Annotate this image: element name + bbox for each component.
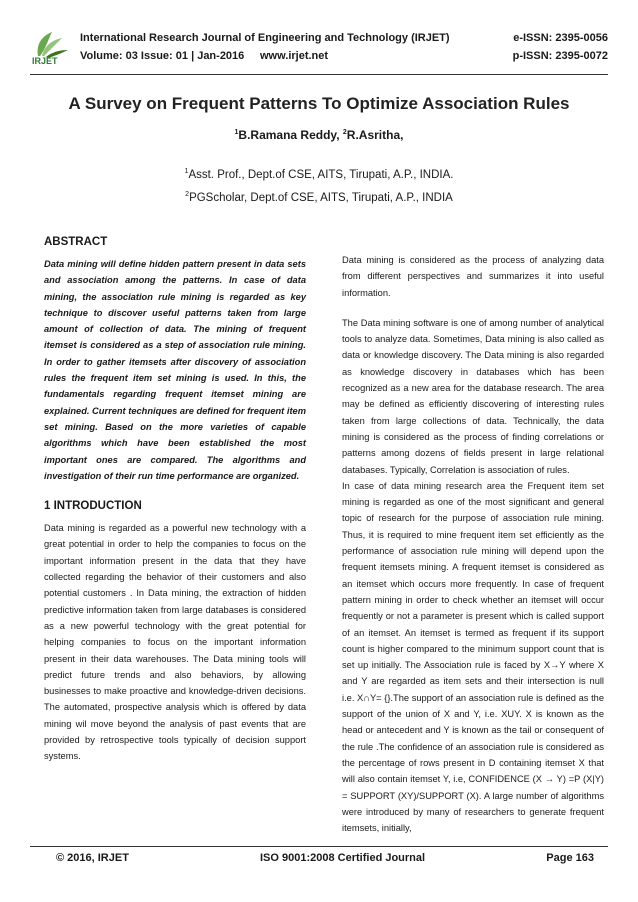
eissn: e-ISSN: 2395-0056	[513, 32, 608, 44]
right-paragraph-2: The Data mining software is one of among number of analytical tools to analyze data. Sometimes, Data mining is also called as data or knowledge discovery. The Data mining is also regarded as knowledge discovery in databases which has been recognized as a new area for the database research. The area may be defined as efficiently discovering of interesting rules taken from large collections of data. Technically, the data mining is considered as the process of finding correlations or patterns among dozens of fields present in large relational databases. Typically, Correlation is association of rules.	[342, 317, 604, 475]
affiliation-1-text: Asst. Prof., Dept.of CSE, AITS, Tirupati, A.P., INDIA.	[188, 168, 454, 181]
affiliation-2-text: PGScholar, Dept.of CSE, AITS, Tirupati, A.P., INDIA	[189, 191, 453, 204]
affiliation-1-sup: 1	[184, 168, 189, 175]
header-divider	[30, 74, 608, 75]
affiliation-1	[30, 168, 608, 181]
volume-issue: Volume: 03 Issue: 01 | Jan-2016	[80, 50, 245, 62]
irjet-logo	[30, 30, 72, 72]
introduction-heading: 1 INTRODUCTION	[44, 500, 142, 513]
journal-website: www.irjet.net	[260, 50, 329, 62]
abstract-heading: ABSTRACT	[44, 236, 108, 248]
affiliation-2-sup: 2	[185, 191, 190, 198]
pissn: p-ISSN: 2395-0072	[512, 50, 608, 62]
footer-page-number: Page 163	[546, 852, 594, 864]
right-column	[342, 252, 604, 836]
journal-name: International Research Journal of Engineering and Technology (IRJET)	[80, 32, 450, 44]
footer-copyright: © 2016, IRJET	[56, 852, 129, 864]
author1-name: B.Ramana Reddy	[238, 128, 337, 142]
right-paragraph-3: In case of data mining research area the Frequent item set mining is regarded as one of the most significant and general topic of research for the purpose of association rule mining. Thus, it is required to mine frequent item set efficiently as the performance of association rule mining will depend upon the frequent itemsets mining. A frequent itemset is considered as an itemset which occurs more frequently. In case of frequent pattern mining in order to check whether an itemset will occur frequently or not a parameter is present which is called support of an itemset. An itemset is termed as frequent if its support count is higher compared to the minimum support count that is set up initially. The Association rule is faced by X→Y where X and Y are regarded as item sets and their intersection is null i.e. X∩Y= {}.The support of an association rule is defined as the support of the union of X and Y, i.e. XUY. X is known as the head or antecedent and Y is known as the tail or consequent of the rule .The confidence of an association rule is considered as the percentage of rows present in D containing itemset X that will also contain itemset Y, i.e, CONFIDENCE (X → Y) =P (X|Y) = SUPPORT (XY)/SUPPORT (X). A large number of algorithms were introduced by many of researchers to generate frequent itemsets, initially,	[342, 480, 604, 834]
affiliation-2	[30, 191, 608, 204]
paper-title: A Survey on Frequent Patterns To Optimize Association Rules	[68, 94, 570, 113]
footer-divider	[30, 846, 608, 847]
right-paragraph-1: Data mining is considered as the process of analyzing data from different perspectives and summarizes it into useful information.	[342, 255, 604, 298]
introduction-paragraph-1: Data mining is regarded as a powerful new technology with a great potential in order to help the companies to focus on the important information present in the data that they have collected regarding the behavior of their customers and also potential customers . In Data mining, the extraction of hidden predictive information taken from large databases is considered as a new powerful technology with the great potential for helping companies to focus on the important information present in their data warehouses. The Data mining tools will predict future trends and also behaviors, by allowing businesses to make proactive and knowledge-driven decisions. The automated, prospective analysis which is offered by data mining wil move beyond the analysis of past events that are provided by retrospective tools typically of decision support systems.	[44, 523, 306, 762]
logo-text: IRJET	[32, 56, 58, 66]
author1-sup: 1	[234, 129, 239, 136]
author2-sup: 2	[342, 129, 347, 136]
abstract-text: Data mining will define hidden pattern present in data sets and association among the patterns. In case of data mining, the association rule mining is regarded as key technique to discover useful patterns taken from large amount of collection of data. The mining of frequent itemset is considered as a step of association rule mining. In order to gather itemsets after discovery of association rules the frequent item set mining is used. In this, the fundamentals regarding frequent itemset mining are explained. Current techniques are defined for frequent item set mining. Based on the more varieties of capable algorithms which have been established the most important ones are compared. The algorithms and investigation of their run time performance are organized.	[44, 259, 306, 481]
journal-header	[30, 30, 608, 70]
author2-name: R.Asritha,	[346, 128, 404, 142]
footer-iso: ISO 9001:2008 Certified Journal	[260, 852, 426, 864]
left-column	[44, 234, 306, 775]
author-separator: ,	[336, 128, 343, 142]
author-line	[30, 128, 608, 142]
